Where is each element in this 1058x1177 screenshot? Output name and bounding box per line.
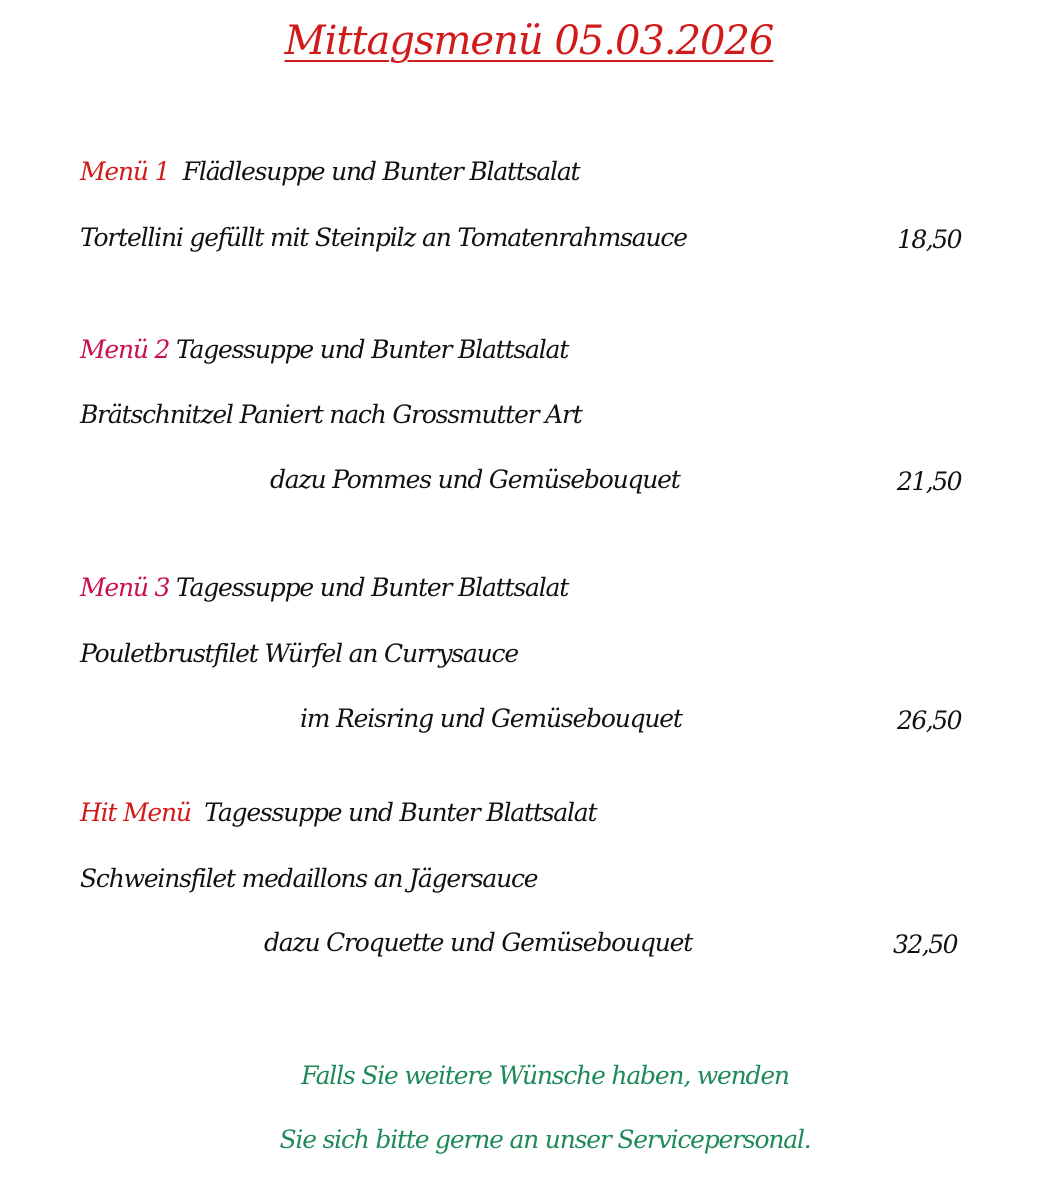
menu-3-label: Menü 3 bbox=[80, 573, 170, 602]
menu-1-label: Menü 1 bbox=[80, 157, 170, 186]
menu-3-price: 26,50 bbox=[897, 706, 962, 735]
menu-2-label: Menü 2 bbox=[80, 335, 170, 364]
menu-2-price: 21,50 bbox=[897, 467, 962, 496]
menu-2-starter: Tagessuppe und Bunter Blattsalat bbox=[176, 335, 569, 364]
hit-menu-label: Hit Menü bbox=[80, 798, 191, 827]
page-title: Mittagsmenü 05.03.2026 bbox=[284, 18, 774, 64]
menu-3-header bbox=[80, 572, 568, 604]
hit-menu-starter: Tagessuppe und Bunter Blattsalat bbox=[204, 798, 597, 827]
hit-menu-side-dish: dazu Croquette und Gemüsebouquet bbox=[264, 928, 693, 957]
menu-1-price: 18,50 bbox=[897, 225, 962, 254]
hit-menu-header bbox=[80, 797, 596, 829]
menu-3-starter: Tagessuppe und Bunter Blattsalat bbox=[176, 573, 569, 602]
menu-3-main-dish: Pouletbrustfilet Würfel an Currysauce bbox=[80, 639, 518, 668]
menu-1-main-dish: Tortellini gefüllt mit Steinpilz an Tomatenrahmsauce bbox=[80, 223, 687, 252]
menu-2-main-dish: Brätschnitzel Paniert nach Grossmutter Art bbox=[80, 400, 582, 429]
menu-2-side-dish: dazu Pommes und Gemüsebouquet bbox=[270, 465, 680, 494]
hit-menu-price: 32,50 bbox=[893, 930, 958, 959]
footer-line-1: Falls Sie weitere Wünsche haben, wenden bbox=[301, 1061, 789, 1090]
hit-menu-main-dish: Schweinsfilet medaillons an Jägersauce bbox=[80, 864, 538, 893]
menu-1-header bbox=[80, 156, 579, 188]
menu-2-header bbox=[80, 334, 568, 366]
menu-1-starter: Flädlesuppe und Bunter Blattsalat bbox=[182, 157, 580, 186]
footer-line-2: Sie sich bitte gerne an unser Servicepersonal. bbox=[279, 1125, 811, 1154]
menu-3-side-dish: im Reisring und Gemüsebouquet bbox=[300, 704, 682, 733]
